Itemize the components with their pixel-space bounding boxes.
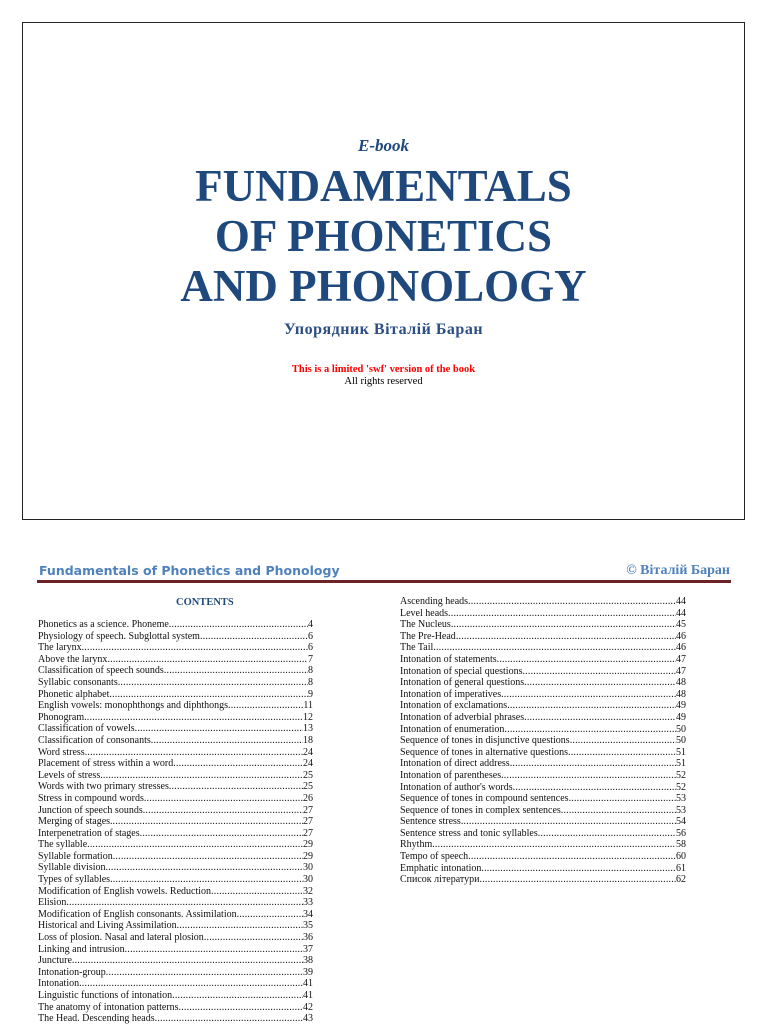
toc-leader-dots: [82, 642, 308, 654]
toc-entry[interactable]: [38, 978, 313, 990]
toc-entry-page: 60: [676, 851, 686, 863]
toc-leader-dots: [522, 666, 676, 678]
toc-entry-page: 58: [676, 839, 686, 851]
toc-entry[interactable]: [38, 955, 313, 967]
toc-entry[interactable]: [38, 747, 313, 759]
toc-entry-title: The Nucleus: [400, 619, 451, 631]
toc-entry-page: 51: [676, 746, 686, 758]
toc-entry-title: Modification of English vowels. Reduction: [38, 885, 212, 897]
toc-entry[interactable]: [38, 851, 313, 863]
toc-entry-page: 9: [308, 688, 313, 700]
toc-leader-dots: [211, 886, 303, 898]
toc-entry[interactable]: [38, 631, 313, 643]
toc-entry[interactable]: [38, 816, 313, 828]
toc-entry-page: 25: [303, 781, 313, 793]
toc-leader-dots: [200, 631, 308, 643]
toc-leader-dots: [468, 596, 676, 608]
toc-entry-title: Intonation of general questions: [400, 677, 525, 689]
toc-entry-page: 27: [303, 816, 313, 828]
toc-entry-title: Sequence of tones in compound sentences: [400, 793, 569, 805]
toc-entry-page: 12: [303, 711, 313, 723]
toc-entry-page: 8: [308, 665, 313, 677]
toc-leader-dots: [85, 747, 303, 759]
toc-leader-dots: [135, 723, 303, 735]
toc-entry[interactable]: [400, 839, 686, 851]
toc-entry-page: 13: [303, 723, 313, 735]
toc-entry-title: Syllabic consonants: [38, 676, 118, 688]
toc-entry-page: 11: [303, 700, 313, 712]
toc-leader-dots: [569, 793, 676, 805]
toc-entry-title: Linguistic functions of intonation: [38, 990, 173, 1001]
toc-leader-dots: [510, 758, 676, 770]
limited-version-notice: This is a limited 'swf' version of the book: [291, 364, 476, 375]
toc-leader-dots: [561, 805, 676, 817]
toc-leader-dots: [106, 862, 304, 874]
toc-entry-title: Word stress: [38, 746, 85, 758]
toc-leader-dots: [79, 978, 303, 990]
toc-entry[interactable]: [400, 770, 686, 782]
toc-leader-dots: [524, 712, 676, 724]
toc-entry-title: The syllable: [38, 839, 88, 851]
toc-entry[interactable]: [400, 735, 686, 747]
toc-entry-title: Phonogram: [38, 711, 85, 723]
toc-entry-title: Rhythm: [400, 839, 433, 851]
toc-entry-page: 49: [676, 700, 686, 712]
toc-entry[interactable]: [400, 828, 686, 840]
toc-entry-title: English vowels: monophthongs and diphthongs: [38, 700, 228, 712]
cover-title-line-3: AND PHONOLOGY: [180, 261, 587, 311]
running-header-author: © Віталій Баран: [626, 563, 730, 578]
toc-leader-dots: [164, 665, 308, 677]
cover-title-line-1: FUNDAMENTALS: [195, 161, 572, 211]
toc-leader-dots: [118, 677, 308, 689]
toc-entry-title: Intonation of adverbial phrases: [400, 711, 525, 723]
toc-entry-title: Phonetics as a science. Phoneme: [38, 619, 169, 630]
cover-subtitle: E-book: [358, 136, 409, 155]
toc-leader-dots: [169, 619, 308, 631]
toc-entry-page: 35: [303, 920, 313, 932]
toc-entry-title: Intonation-group: [38, 966, 106, 978]
toc-entry-title: Above the larynx: [38, 653, 108, 665]
toc-leader-dots: [173, 758, 303, 770]
toc-entry[interactable]: [38, 1002, 313, 1014]
toc-entry-title: Loss of plosion. Nasal and lateral plosion: [38, 932, 204, 944]
toc-entry-title: Intonation of exclamations: [400, 700, 508, 712]
toc-entry-page: 56: [676, 827, 686, 839]
toc-right-column: [400, 596, 686, 886]
toc-leader-dots: [501, 770, 676, 782]
toc-entry-page: 29: [303, 839, 313, 851]
toc-entry-title: Sequence of tones in complex sentences: [400, 804, 561, 816]
toc-entry-page: 50: [676, 723, 686, 735]
toc-leader-dots: [538, 828, 676, 840]
toc-entry[interactable]: [38, 920, 313, 932]
toc-entry-page: 42: [303, 1001, 313, 1013]
toc-entry-title: Linking and intrusion: [38, 943, 125, 955]
toc-entry-page: 44: [676, 596, 686, 607]
toc-leader-dots: [448, 608, 676, 620]
toc-leader-dots: [143, 805, 303, 817]
toc-entry-page: 50: [676, 735, 686, 747]
toc-entry-page: 24: [303, 746, 313, 758]
toc-entry-title: Junction of speech sounds: [38, 804, 143, 816]
toc-leader-dots: [107, 654, 308, 666]
toc-entry-page: 7: [308, 653, 313, 665]
toc-leader-dots: [110, 874, 303, 886]
toc-leader-dots: [179, 1002, 303, 1014]
toc-entry[interactable]: [38, 874, 313, 886]
toc-leader-dots: [151, 735, 303, 747]
toc-entry[interactable]: [400, 724, 686, 736]
toc-entry-page: 36: [303, 932, 313, 944]
toc-leader-dots: [501, 689, 676, 701]
toc-leader-dots: [481, 863, 676, 875]
toc-entry-title: Classification of vowels: [38, 723, 135, 735]
toc-entry-title: The anatomy of intonation patterns: [38, 1001, 179, 1013]
toc-entry[interactable]: [400, 654, 686, 666]
toc-entry[interactable]: [400, 677, 686, 689]
toc-entry-page: 8: [308, 676, 313, 688]
toc-entry-page: 44: [676, 607, 686, 619]
toc-entry-page: 47: [676, 653, 686, 665]
toc-entry-title: Modification of English consonants. Assimilation: [38, 908, 237, 920]
toc-entry-page: 48: [676, 677, 686, 689]
toc-entry[interactable]: [38, 665, 313, 677]
toc-leader-dots: [113, 816, 303, 828]
toc-entry-page: 26: [303, 792, 313, 804]
header-divider: [37, 580, 731, 583]
toc-entry-title: Sentence stress: [400, 816, 461, 828]
toc-entry-title: Sentence stress and tonic syllables: [400, 827, 538, 839]
toc-entry[interactable]: [38, 839, 313, 851]
toc-entry-page: 47: [676, 665, 686, 677]
toc-entry-title: Intonation of imperatives: [400, 688, 502, 700]
toc-entry-title: Historical and Living Assimilation: [38, 920, 177, 932]
toc-entry-title: Types of syllables: [38, 874, 111, 886]
toc-leader-dots: [113, 851, 303, 863]
toc-entry-title: The larynx: [38, 642, 82, 654]
toc-entry-page: 4: [308, 619, 313, 630]
toc-entry-page: 54: [676, 816, 686, 828]
toc-entry-page: 51: [676, 758, 686, 770]
toc-entry[interactable]: [400, 689, 686, 701]
toc-entry-title: Intonation of special questions: [400, 665, 523, 677]
toc-leader-dots: [172, 990, 303, 1002]
toc-leader-dots: [100, 770, 303, 782]
toc-entry-title: Merging of stages.: [38, 816, 113, 828]
toc-entry-title: Juncture: [38, 955, 72, 967]
toc-leader-dots: [461, 816, 676, 828]
toc-leader-dots: [177, 920, 303, 932]
toc-entry-page: 6: [308, 630, 313, 642]
toc-entry-title: Phonetic alphabet: [38, 688, 110, 700]
toc-entry[interactable]: [38, 805, 313, 817]
toc-leader-dots: [480, 874, 676, 886]
toc-entry[interactable]: [38, 1013, 313, 1025]
toc-entry[interactable]: [38, 793, 313, 805]
toc-leader-dots: [87, 839, 303, 851]
toc-entry[interactable]: [400, 793, 686, 805]
toc-entry[interactable]: [400, 631, 686, 643]
toc-entry[interactable]: [38, 862, 313, 874]
toc-entry-page: 29: [303, 850, 313, 862]
toc-entry[interactable]: [400, 816, 686, 828]
toc-entry[interactable]: [400, 747, 686, 759]
toc-leader-dots: [451, 619, 676, 631]
running-header-title: Fundamentals of Phonetics and Phonology: [39, 563, 340, 578]
toc-entry-title: Intonation of parentheses: [400, 769, 502, 781]
toc-entry-title: Placement of stress within a word: [38, 758, 174, 770]
toc-entry-page: 24: [303, 758, 313, 770]
toc-entry[interactable]: [38, 654, 313, 666]
toc-entry-page: 48: [676, 688, 686, 700]
toc-entry-page: 46: [676, 642, 686, 654]
toc-entry-title: Levels of stress: [38, 769, 101, 781]
toc-entry[interactable]: [38, 735, 313, 747]
toc-entry[interactable]: [38, 990, 313, 1002]
toc-leader-dots: [468, 851, 676, 863]
toc-entry[interactable]: [38, 712, 313, 724]
toc-entry-page: 52: [676, 769, 686, 781]
toc-entry[interactable]: [38, 677, 313, 689]
toc-entry-title: Sequence of tones in alternative questions: [400, 746, 569, 758]
toc-entry[interactable]: [400, 700, 686, 712]
toc-leader-dots: [109, 689, 308, 701]
toc-entry-title: Syllable division: [38, 862, 106, 874]
toc-leader-dots: [66, 897, 303, 909]
toc-entry[interactable]: [38, 700, 313, 712]
toc-entry[interactable]: [400, 712, 686, 724]
toc-leader-dots: [144, 793, 303, 805]
toc-entry[interactable]: [400, 805, 686, 817]
toc-entry[interactable]: [38, 909, 313, 921]
toc-entry[interactable]: [400, 782, 686, 794]
toc-entry[interactable]: [38, 967, 313, 979]
toc-entry-page: 34: [303, 908, 313, 920]
toc-leader-dots: [497, 654, 676, 666]
toc-entry-page: 52: [676, 781, 686, 793]
toc-leader-dots: [84, 712, 303, 724]
toc-entry[interactable]: [400, 863, 686, 875]
toc-entry[interactable]: [400, 608, 686, 620]
toc-leader-dots: [456, 631, 676, 643]
toc-entry-page: 25: [303, 769, 313, 781]
cover-title-line-2: OF PHONETICS: [214, 211, 553, 261]
toc-leader-dots: [513, 782, 676, 794]
toc-entry-title: Syllable formation: [38, 850, 113, 862]
rights-notice: All rights reserved: [344, 376, 423, 387]
toc-entry[interactable]: [38, 619, 313, 631]
toc-entry-title: Words with two primary stresses: [38, 781, 169, 793]
toc-entry[interactable]: [38, 770, 313, 782]
toc-entry-title: Intonation of author's words: [400, 781, 513, 793]
toc-entry-title: Classification of consonants: [38, 734, 151, 746]
toc-entry-page: 37: [303, 943, 313, 955]
cover-page: [22, 22, 745, 520]
toc-entry-page: 27: [303, 804, 313, 816]
toc-leader-dots: [155, 1013, 303, 1025]
toc-leader-dots: [106, 967, 303, 979]
toc-entry-page: 62: [676, 874, 686, 886]
toc-entry[interactable]: [38, 944, 313, 956]
toc-entry-title: Sequence of tones in disjunctive questions: [400, 735, 570, 747]
toc-leader-dots: [204, 932, 303, 944]
toc-entry-title: Classification of speech sounds: [38, 665, 164, 677]
toc-entry[interactable]: [38, 689, 313, 701]
toc-entry[interactable]: [38, 897, 313, 909]
toc-entry-title: Intonation: [38, 978, 80, 990]
toc-entry[interactable]: [38, 781, 313, 793]
toc-leader-dots: [125, 944, 303, 956]
toc-entry-page: 30: [303, 862, 313, 874]
toc-entry[interactable]: [38, 758, 313, 770]
toc-entry-page: 53: [676, 793, 686, 805]
toc-entry-title: Intonation of direct address: [400, 758, 510, 770]
toc-leader-dots: [140, 828, 303, 840]
toc-entry-title: Physiology of speech. Subglottal system: [38, 630, 200, 642]
toc-leader-dots: [432, 839, 676, 851]
toc-entry-title: The Pre-Head: [400, 630, 456, 642]
toc-entry[interactable]: [400, 874, 686, 886]
toc-leader-dots: [568, 747, 676, 759]
contents-heading: CONTENTS: [176, 597, 234, 608]
toc-leader-dots: [228, 700, 303, 712]
toc-entry[interactable]: [400, 596, 686, 608]
toc-leader-dots: [507, 700, 676, 712]
toc-leader-dots: [237, 909, 303, 921]
toc-entry[interactable]: [38, 723, 313, 735]
toc-entry-title: Tempo of speech: [400, 851, 469, 863]
toc-entry-page: 53: [676, 804, 686, 816]
toc-entry-page: 27: [303, 827, 313, 839]
toc-entry[interactable]: [400, 666, 686, 678]
toc-leader-dots: [524, 677, 676, 689]
toc-leader-dots: [504, 724, 676, 736]
toc-leader-dots: [72, 955, 303, 967]
toc-entry-page: 45: [676, 619, 686, 631]
toc-entry-title: Stress in compound words: [38, 792, 144, 804]
toc-entry-title: The Head. Descending heads: [38, 1013, 155, 1025]
toc-entry-page: 32: [303, 885, 313, 897]
toc-entry[interactable]: [38, 886, 313, 898]
toc-entry-title: Level heads: [400, 607, 449, 619]
toc-entry-title: Elision: [38, 897, 67, 909]
toc-entry-page: 46: [676, 630, 686, 642]
toc-entry[interactable]: [400, 851, 686, 863]
toc-entry-page: 41: [303, 990, 313, 1001]
toc-leader-dots: [433, 642, 676, 654]
toc-entry-page: 41: [303, 978, 313, 990]
toc-entry-page: 61: [676, 862, 686, 874]
toc-entry-title: Ascending heads: [400, 596, 469, 607]
toc-entry-page: 18: [303, 734, 313, 746]
toc-entry-page: 43: [303, 1013, 313, 1025]
toc-entry-page: 39: [303, 966, 313, 978]
toc-entry[interactable]: [38, 932, 313, 944]
toc-entry-title: Interpenetration of stages: [38, 827, 140, 839]
toc-entry[interactable]: [400, 758, 686, 770]
toc-entry-page: 6: [308, 642, 313, 654]
toc-entry-title: Список літератури: [400, 874, 480, 886]
toc-entry[interactable]: [400, 642, 686, 654]
toc-entry[interactable]: [38, 828, 313, 840]
cover-author: Упорядник Віталій Баран: [283, 321, 484, 338]
toc-leader-dots: [570, 735, 676, 747]
toc-entry[interactable]: [400, 619, 686, 631]
toc-entry-page: 49: [676, 711, 686, 723]
toc-entry[interactable]: [38, 642, 313, 654]
toc-entry-title: Intonation of statements: [400, 653, 497, 665]
toc-entry-page: 38: [303, 955, 313, 967]
toc-entry-title: Intonation of enumeration: [400, 723, 505, 735]
toc-entry-page: 33: [303, 897, 313, 909]
toc-leader-dots: [169, 781, 303, 793]
toc-left-column: [38, 619, 313, 1025]
toc-entry-title: The Tail: [400, 642, 434, 654]
toc-entry-page: 30: [303, 874, 313, 886]
toc-entry-title: Emphatic intonation: [400, 862, 482, 874]
